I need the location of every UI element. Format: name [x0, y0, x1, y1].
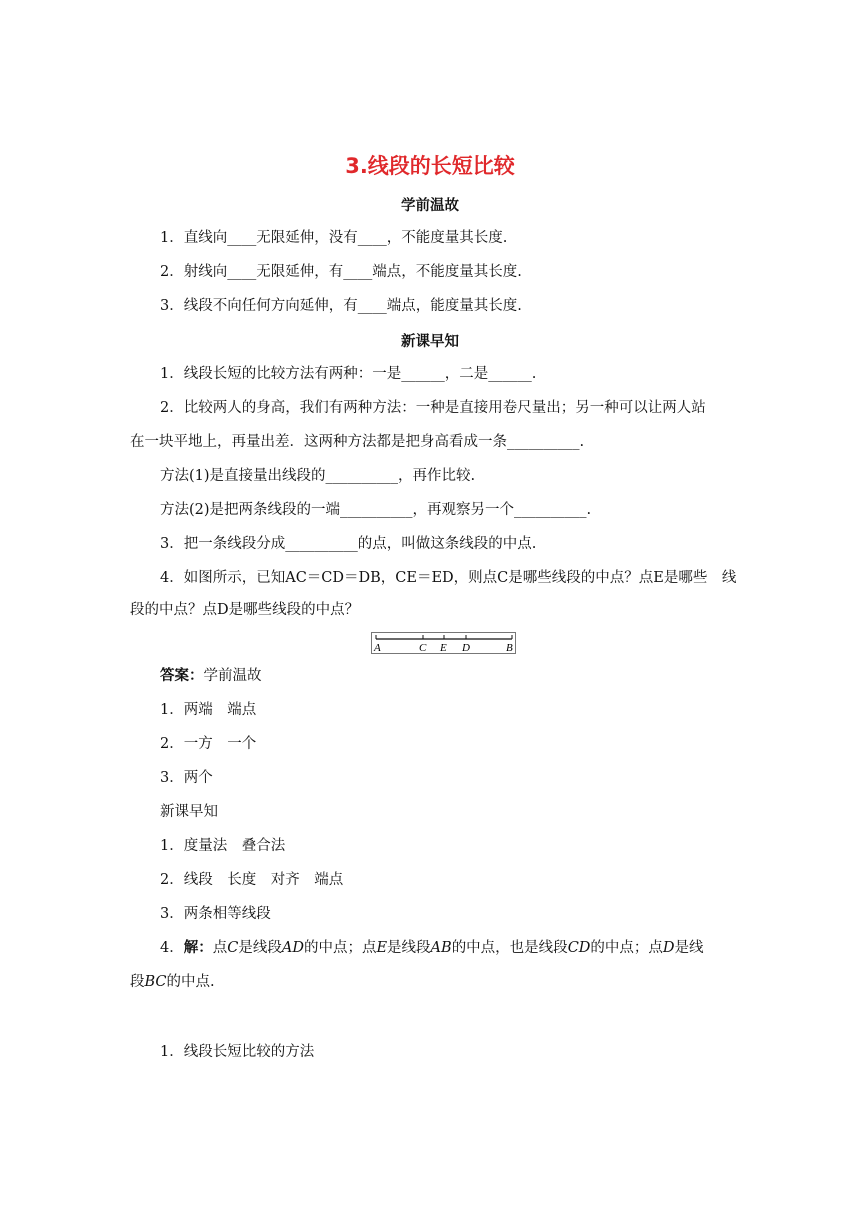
segment-ab-label: AB: [430, 940, 452, 956]
footer-item: 1．线段长短比较的方法: [160, 1044, 315, 1060]
answer-4-jie: 解：: [183, 940, 213, 956]
answer-4-text: 是线段: [387, 940, 431, 956]
label-b: B: [506, 642, 513, 654]
new-item-3: 3．把一条线段分成__________的点，叫做这条线段的中点.: [160, 536, 537, 552]
point-e: E: [376, 940, 388, 956]
section-heading-new: 新课早知: [401, 334, 459, 350]
answers-label: 答案：: [160, 668, 204, 684]
answer-new-2: 2．线段 长度 对齐 端点: [160, 872, 344, 888]
point-c: C: [227, 940, 239, 956]
answer-4-number: 4．: [160, 940, 184, 956]
method-1: 方法(1)是直接量出线段的__________，再作比较.: [160, 468, 476, 484]
method-2: 方法(2)是把两条线段的一端__________，再观察另一个__________.: [160, 502, 592, 518]
answers-new-heading: 新课早知: [160, 804, 218, 820]
answer-pre-1: 1．两端 端点: [160, 702, 257, 718]
label-a: A: [374, 642, 381, 654]
answer-4-text: 是线: [674, 940, 704, 956]
label-e: E: [440, 642, 447, 654]
answer-4-text: 的中点.: [166, 974, 215, 990]
segment-cd: CD: [567, 940, 591, 956]
answer-4-text: 的中点；点: [303, 940, 377, 956]
new-item-1: 1．线段长短的比较方法有两种：一是______，二是______.: [160, 366, 537, 382]
answer-4-text: 的中点，也是线段: [451, 940, 568, 956]
new-item-2-line1: 2．比较两人的身高，我们有两种方法：一种是直接用卷尺量出；另一种可以让两人站: [160, 400, 706, 416]
answer-4-text: 段: [130, 974, 145, 990]
answer-4-text: 是线段: [238, 940, 282, 956]
page-title: 3.线段的长短比较: [345, 154, 515, 178]
pre-item-1: 1．直线向____无限延伸，没有____，不能度量其长度.: [160, 230, 508, 246]
answer-4-text: 点: [212, 940, 228, 956]
answer-4-line2: [130, 972, 215, 992]
answer-pre-3: 3．两个: [160, 770, 213, 786]
label-d: D: [462, 642, 470, 654]
point-d: D: [662, 940, 675, 956]
new-item-2-line2: 在一块平地上，再量出差．这两种方法都是把身高看成一条__________.: [130, 434, 585, 450]
answer-new-1: 1．度量法 叠合法: [160, 838, 286, 854]
answer-4-text: 的中点；点: [590, 940, 663, 956]
new-item-4-line1: 4．如图所示，已知AC＝CD＝DB，CE＝ED，则点C是哪些线段的中点？点E是哪些 线: [160, 570, 737, 586]
label-c: C: [419, 642, 427, 654]
segment-bc: BC: [144, 974, 167, 990]
section-heading-pre: 学前温故: [401, 198, 459, 214]
answers-pre-heading: 学前温故: [203, 668, 262, 684]
segment-figure: [371, 632, 519, 656]
pre-item-3: 3．线段不向任何方向延伸，有____端点，能度量其长度.: [160, 298, 522, 314]
new-item-4-line2: 段的中点？点D是哪些线段的中点？: [130, 602, 360, 618]
answers-line: [160, 666, 262, 686]
answer-pre-2: 2．一方 一个: [160, 736, 257, 752]
answer-4-line1: [160, 938, 704, 958]
answer-new-3: 3．两条相等线段: [160, 906, 271, 922]
segment-ad: AD: [281, 940, 304, 956]
pre-item-2: 2．射线向____无限延伸，有____端点，不能度量其长度.: [160, 264, 522, 280]
